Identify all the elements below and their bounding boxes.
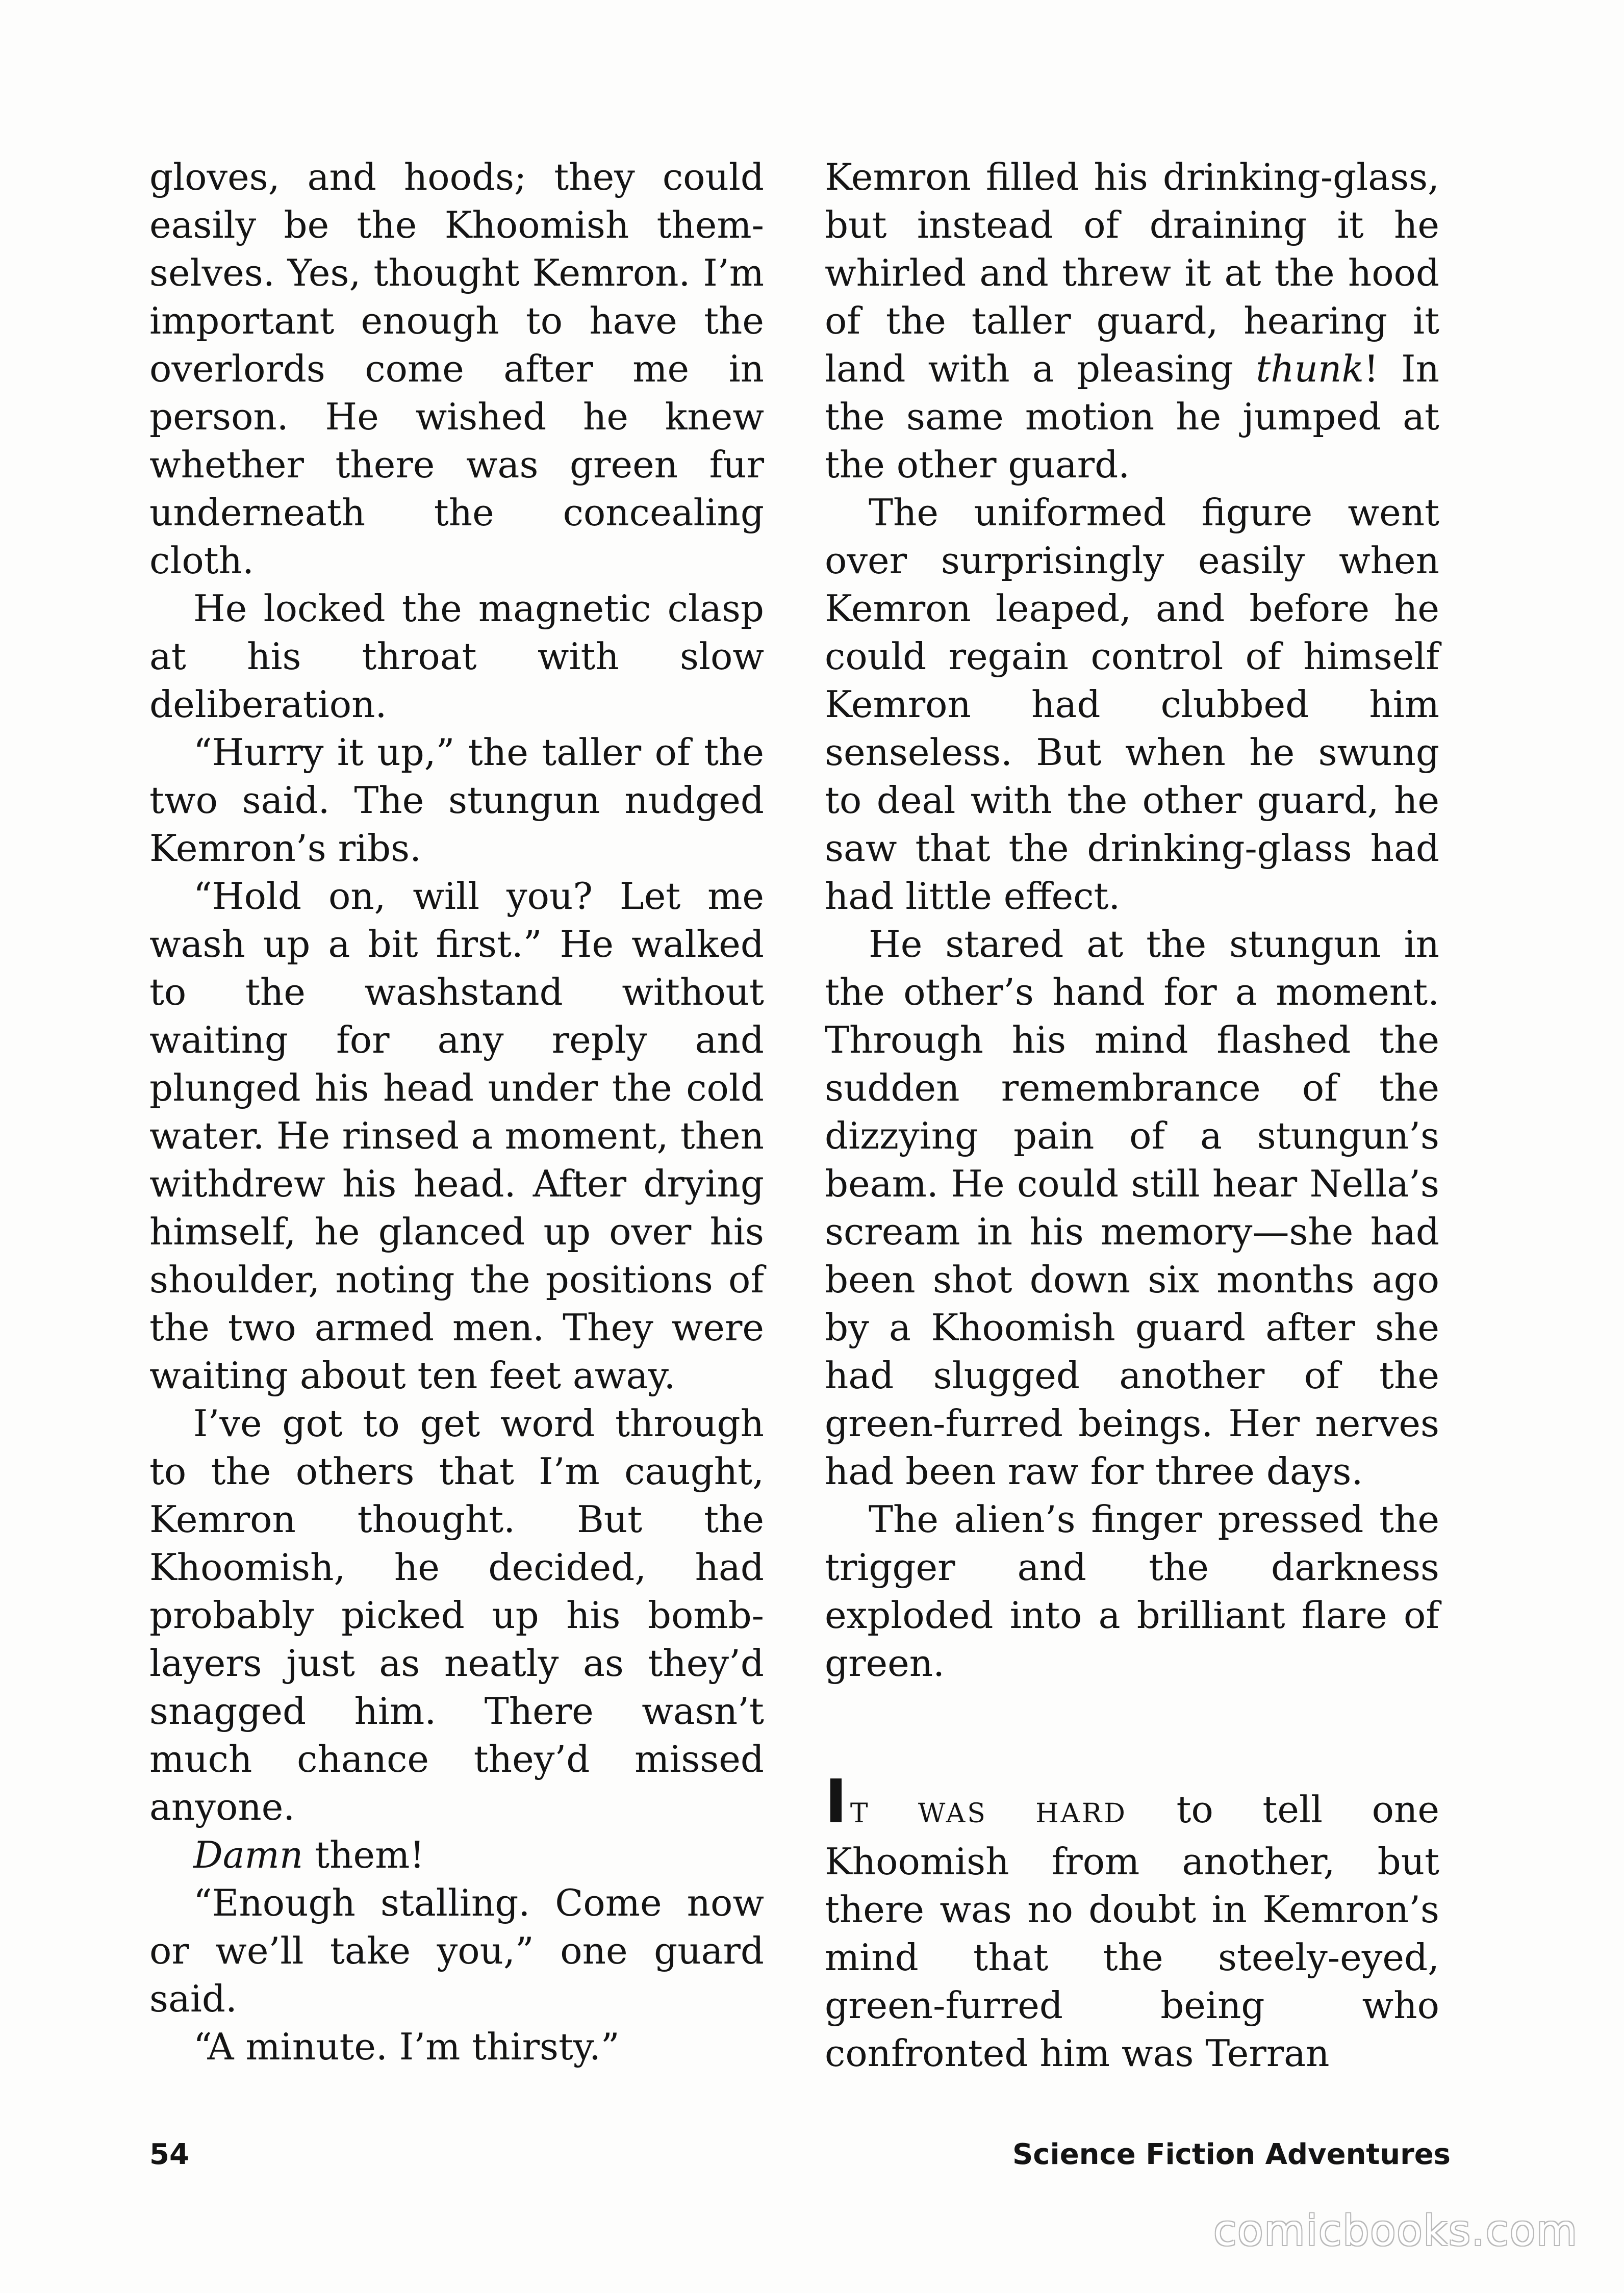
paragraph: gloves, and hoods; they could easily be the Khoomish themselves. Yes, thought Kemron. I’m important enough to have the overlords come after me in person. He wished he knew whether there was green fur underneath the concealing cloth. xyxy=(149,156,764,582)
paragraph: “A minute. I’m thirsty.” xyxy=(193,2025,620,2068)
drop-cap: I xyxy=(825,1766,847,1837)
paragraph: I’ve got to get word through to the others that I’m caught, Kemron thought. But the Khoomish, he decided, had probably picked up his bomblayers just as neatly as they’d snagged him. There wasn’t much chance they’d missed anyone. xyxy=(149,1402,764,1828)
paragraph-text: to tell one Khoomish from another, but there was no doubt in Kemron’s mind that the steely-eyed, green-furred being who confronted him was Terran xyxy=(825,1788,1439,2075)
paragraph: “Enough stalling. Come now or we’ll take you,” one guard said. xyxy=(149,1881,764,2020)
small-caps-lead: T WAS HARD xyxy=(850,1798,1127,1829)
paragraph: The alien’s finger pressed the trigger and the darkness exploded into a brilliant flare of green. xyxy=(825,1498,1439,1685)
paragraph-text: ! In the same motion he jumped at the other guard. xyxy=(825,347,1439,486)
right-text-column xyxy=(825,153,1439,2077)
paragraph: “Hurry it up,” the taller of the two said. The stungun nudged Kemron’s ribs. xyxy=(149,731,764,870)
paragraph: The uniformed figure went over surprisingly easily when Kemron leaped, and before he could regain control of himself Kemron had clubbed him senseless. But when he swung to deal with the other guard, he saw that the drinking-glass had had little effect. xyxy=(825,491,1439,918)
watermark: comicbooks.com xyxy=(1213,2207,1578,2255)
paragraph-text: them! xyxy=(303,1833,425,1876)
running-footer-title: Science Fiction Adventures xyxy=(1012,2138,1451,2171)
section-opening-paragraph xyxy=(825,1766,1439,2077)
paragraph xyxy=(149,1831,764,1879)
paragraph: He locked the magnetic clasp at his throat with slow deliberation. xyxy=(149,587,764,726)
paragraph: “Hold on, will you? Let me wash up a bit first.” He walked to the washstand without waiting for any reply and plunged his head under the cold water. He rinsed a moment, then withdrew his head. After drying himself, he glanced up over his shoulder, noting the positions of the two armed men. They were waiting about ten feet away. xyxy=(149,875,764,1397)
page-number: 54 xyxy=(149,2138,189,2171)
paragraph xyxy=(825,153,1439,489)
paragraph-text: Kemron filled his drinking-glass, but instead of draining it he whirled and threw it at the hood of the taller guard, hearing it land with a pleasing xyxy=(825,156,1439,390)
left-text-column xyxy=(149,153,764,2071)
paragraph: He stared at the stungun in the other’s hand for a moment. Through his mind flashed the sudden remembrance of the dizzying pain of a stungun’s beam. He could still hear Nella’s scream in his memory—she had been shot down six months ago by a Khoomish guard after she had slugged another of the green-furred beings. Her nerves had been raw for three days. xyxy=(825,923,1439,1493)
emphasis-text: thunk xyxy=(1256,347,1364,390)
emphasis-text: Damn xyxy=(193,1833,303,1876)
